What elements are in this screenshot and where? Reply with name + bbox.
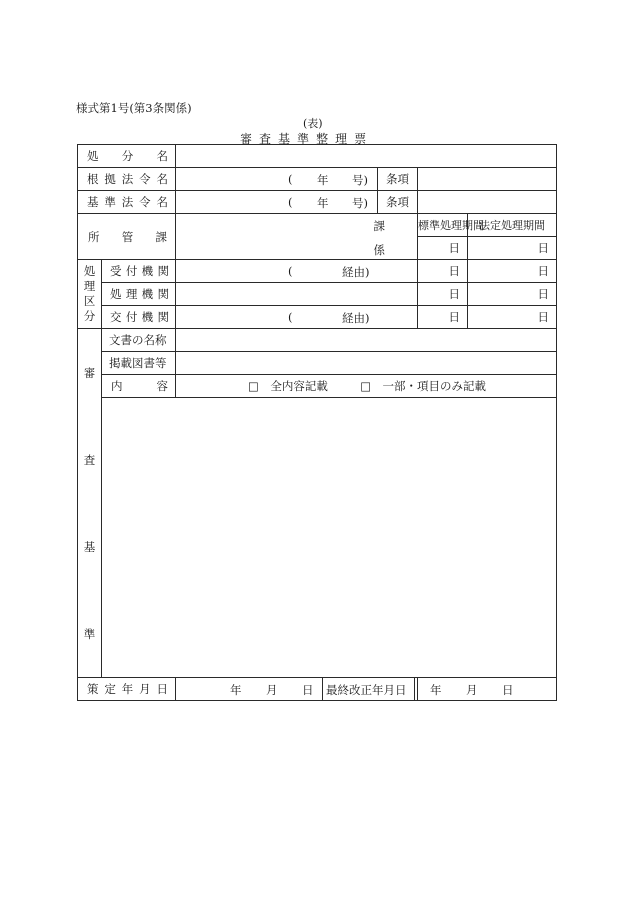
title-char: 査: [259, 132, 272, 146]
label-shokan: 所 管 課: [78, 214, 176, 260]
uketsuke-legal-day[interactable]: 日: [468, 260, 557, 283]
row-shokan-top: [78, 214, 557, 237]
input-kijun[interactable]: ( 年 号): [176, 191, 378, 214]
header-legal-period: 法定処理期間: [468, 214, 557, 237]
title-char: 基: [278, 132, 291, 146]
sub-title: (表): [303, 117, 323, 130]
naiyo-options: [176, 375, 557, 398]
input-saishu-date[interactable]: 年 月 日: [418, 678, 557, 701]
row-kijun: [78, 191, 557, 214]
header-std-period: 標準処理期間: [418, 214, 468, 237]
kofu-legal-day[interactable]: 日: [468, 306, 557, 329]
input-shobun[interactable]: [176, 145, 557, 168]
label-shori: 処 理 機 関: [102, 283, 176, 306]
row-bunsho: [78, 329, 557, 352]
label-uketsuke: 受 付 機 関: [102, 260, 176, 283]
label-konkyo: 根 拠 法 令 名: [78, 168, 176, 191]
title-char: 準: [297, 132, 310, 146]
form-number: 様式第1号(第3条関係): [76, 101, 192, 115]
input-shokan[interactable]: 課 係: [176, 214, 418, 260]
title-char: 審: [240, 132, 253, 146]
label-saishu-kaisei: 最終改正年月日: [326, 683, 407, 697]
title-char: 理: [335, 132, 348, 146]
label-kijun: 基 準 法 令 名: [78, 191, 176, 214]
input-konkyo-joko[interactable]: [418, 168, 557, 191]
checkbox-all-content[interactable]: □ 全内容記載: [248, 379, 328, 394]
input-konkyo[interactable]: ( 年 号): [176, 168, 378, 191]
input-shori[interactable]: [176, 283, 418, 306]
row-shinsa-body: [78, 398, 557, 678]
label-kofu: 交 付 機 関: [102, 306, 176, 329]
label-kijun-joko: 条項: [378, 191, 418, 214]
shokan-legal-day[interactable]: 日: [468, 237, 557, 260]
label-konkyo-joko: 条項: [378, 168, 418, 191]
label-naiyo: 内 容: [102, 375, 176, 398]
label-shori-kubun: 処 理 区 分: [78, 260, 102, 329]
uketsuke-std-day[interactable]: 日: [418, 260, 468, 283]
shokan-std-day[interactable]: 日: [418, 237, 468, 260]
row-konkyo: [78, 168, 557, 191]
title-char: 票: [354, 132, 367, 146]
kofu-std-day[interactable]: 日: [418, 306, 468, 329]
checkbox-partial-content[interactable]: □ 一部・項目のみ記載: [360, 379, 487, 394]
label-bunsho: 文書の名称: [102, 329, 176, 352]
input-keisai[interactable]: [176, 352, 557, 375]
input-kijun-joko[interactable]: [418, 191, 557, 214]
input-kofu[interactable]: ( 経由): [176, 306, 418, 329]
input-shinsa-kijun[interactable]: [102, 398, 557, 678]
label-shobun: 処 分 名: [78, 145, 176, 168]
input-sakutei-date[interactable]: 年 月 日 最終改正年月日: [176, 678, 418, 701]
input-uketsuke[interactable]: ( 経由): [176, 260, 418, 283]
row-kofu: [78, 306, 557, 329]
row-shobun: [78, 145, 557, 168]
label-sakutei: 策 定 年 月 日: [78, 678, 176, 701]
row-sakutei: [78, 678, 557, 701]
title-char: 整: [316, 132, 329, 146]
input-bunsho[interactable]: [176, 329, 557, 352]
label-shinsa-kijun: 審 査 基 準: [78, 329, 102, 678]
row-keisai: [78, 352, 557, 375]
shori-legal-day[interactable]: 日: [468, 283, 557, 306]
row-naiyo: [78, 375, 557, 398]
label-keisai: 掲載図書等: [102, 352, 176, 375]
row-shori: [78, 283, 557, 306]
review-standard-table: [77, 144, 557, 701]
row-uketsuke: [78, 260, 557, 283]
shori-std-day[interactable]: 日: [418, 283, 468, 306]
